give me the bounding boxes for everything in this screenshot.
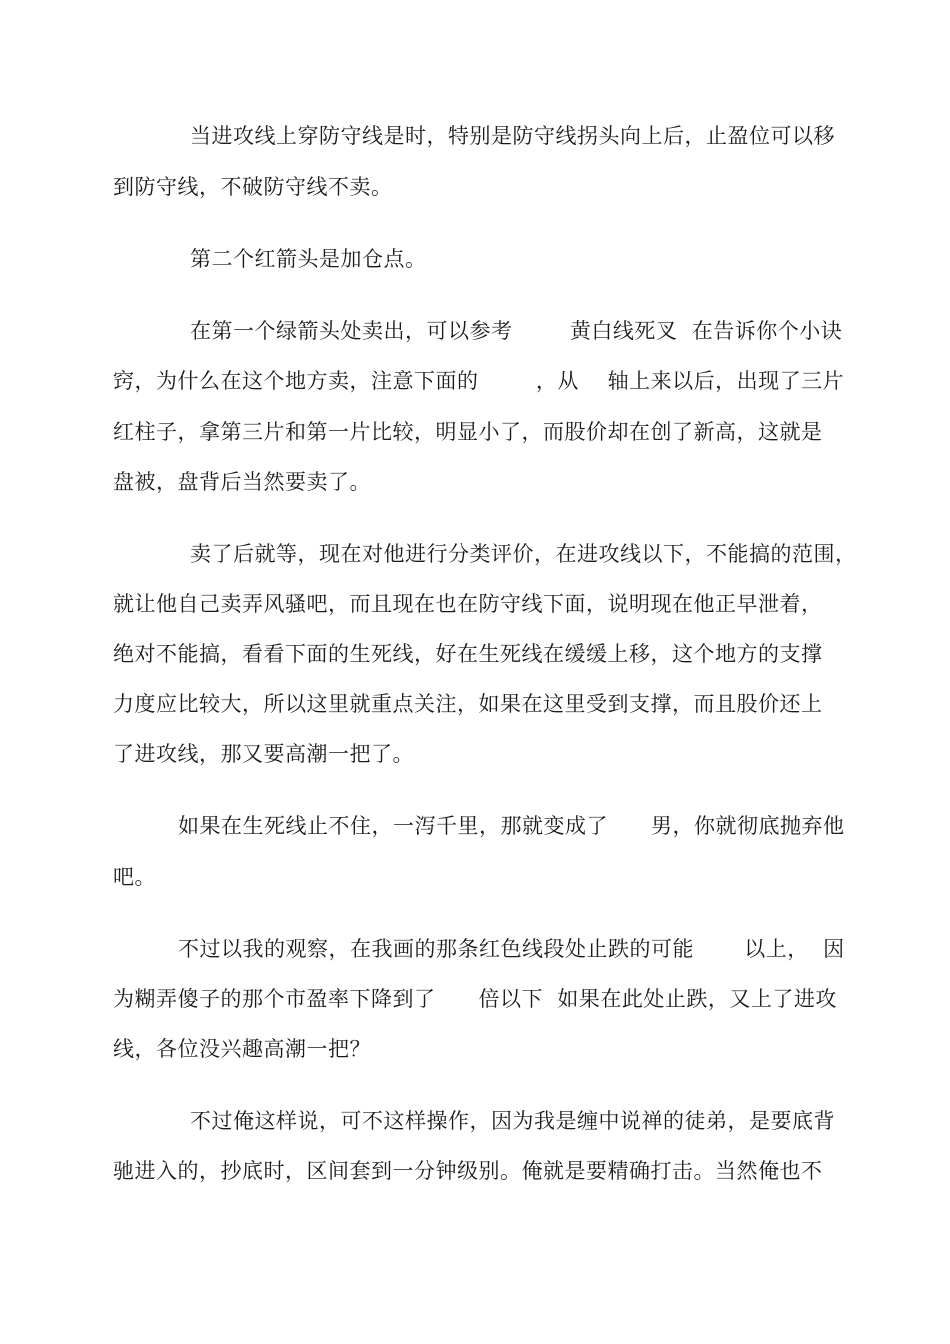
- paragraph-5-line-1: 如果在生死线止不住，一泻千里，那就变成了 男，你就彻底抛弃他: [178, 814, 845, 838]
- paragraph-4-line-5: 了进攻线，那又要高潮一把了。: [113, 742, 414, 766]
- paragraph-2-line-1: 第二个红箭头是加仓点。: [190, 247, 427, 271]
- paragraph-4-line-3: 绝对不能搞，看看下面的生死线，好在生死线在缓缓上移，这个地方的支撑: [113, 642, 823, 666]
- paragraph-7-line-2: 驰进入的，抄底时，区间套到一分钟级别。俺就是要精确打击。当然俺也不: [113, 1159, 823, 1183]
- paragraph-6-line-3: 线，各位没兴趣高潮一把？: [113, 1037, 371, 1061]
- paragraph-6-line-1: 不过以我的观察，在我画的那条红色线段处止跌的可能 以上， 因: [178, 937, 845, 961]
- paragraph-4-line-2: 就让他自己卖弄风骚吧，而且现在也在防守线下面，说明现在他正早泄着，: [113, 592, 823, 616]
- paragraph-1-line-1: 当进攻线上穿防守线是时，特别是防守线拐头向上后，止盈位可以移: [190, 124, 835, 148]
- paragraph-6-line-2: 为糊弄傻子的那个市盈率下降到了 倍以下 如果在此处止跌，又上了进攻: [113, 987, 837, 1011]
- paragraph-1-line-2: 到防守线，不破防守线不卖。: [113, 175, 393, 199]
- paragraph-7-line-1: 不过俺这样说，可不这样操作，因为我是缠中说禅的徒弟，是要底背: [190, 1109, 835, 1133]
- paragraph-4-line-4: 力度应比较大，所以这里就重点关注，如果在这里受到支撑，而且股价还上: [113, 692, 823, 716]
- paragraph-5-line-2: 吧。: [113, 865, 156, 889]
- paragraph-3-line-4: 盘被，盘背后当然要卖了。: [113, 470, 371, 494]
- paragraph-3-line-3: 红柱子，拿第三片和第一片比较，明显小了，而股价却在创了新高，这就是: [113, 420, 823, 444]
- paragraph-3-line-1: 在第一个绿箭头处卖出，可以参考 黄白线死叉 在告诉你个小诀: [190, 319, 843, 343]
- paragraph-4-line-1: 卖了后就等，现在对他进行分类评价，在进攻线以下，不能搞的范围，: [190, 542, 857, 566]
- paragraph-3-line-2: 窍，为什么在这个地方卖，注意下面的 ，从 轴上来以后，出现了三片: [113, 369, 845, 393]
